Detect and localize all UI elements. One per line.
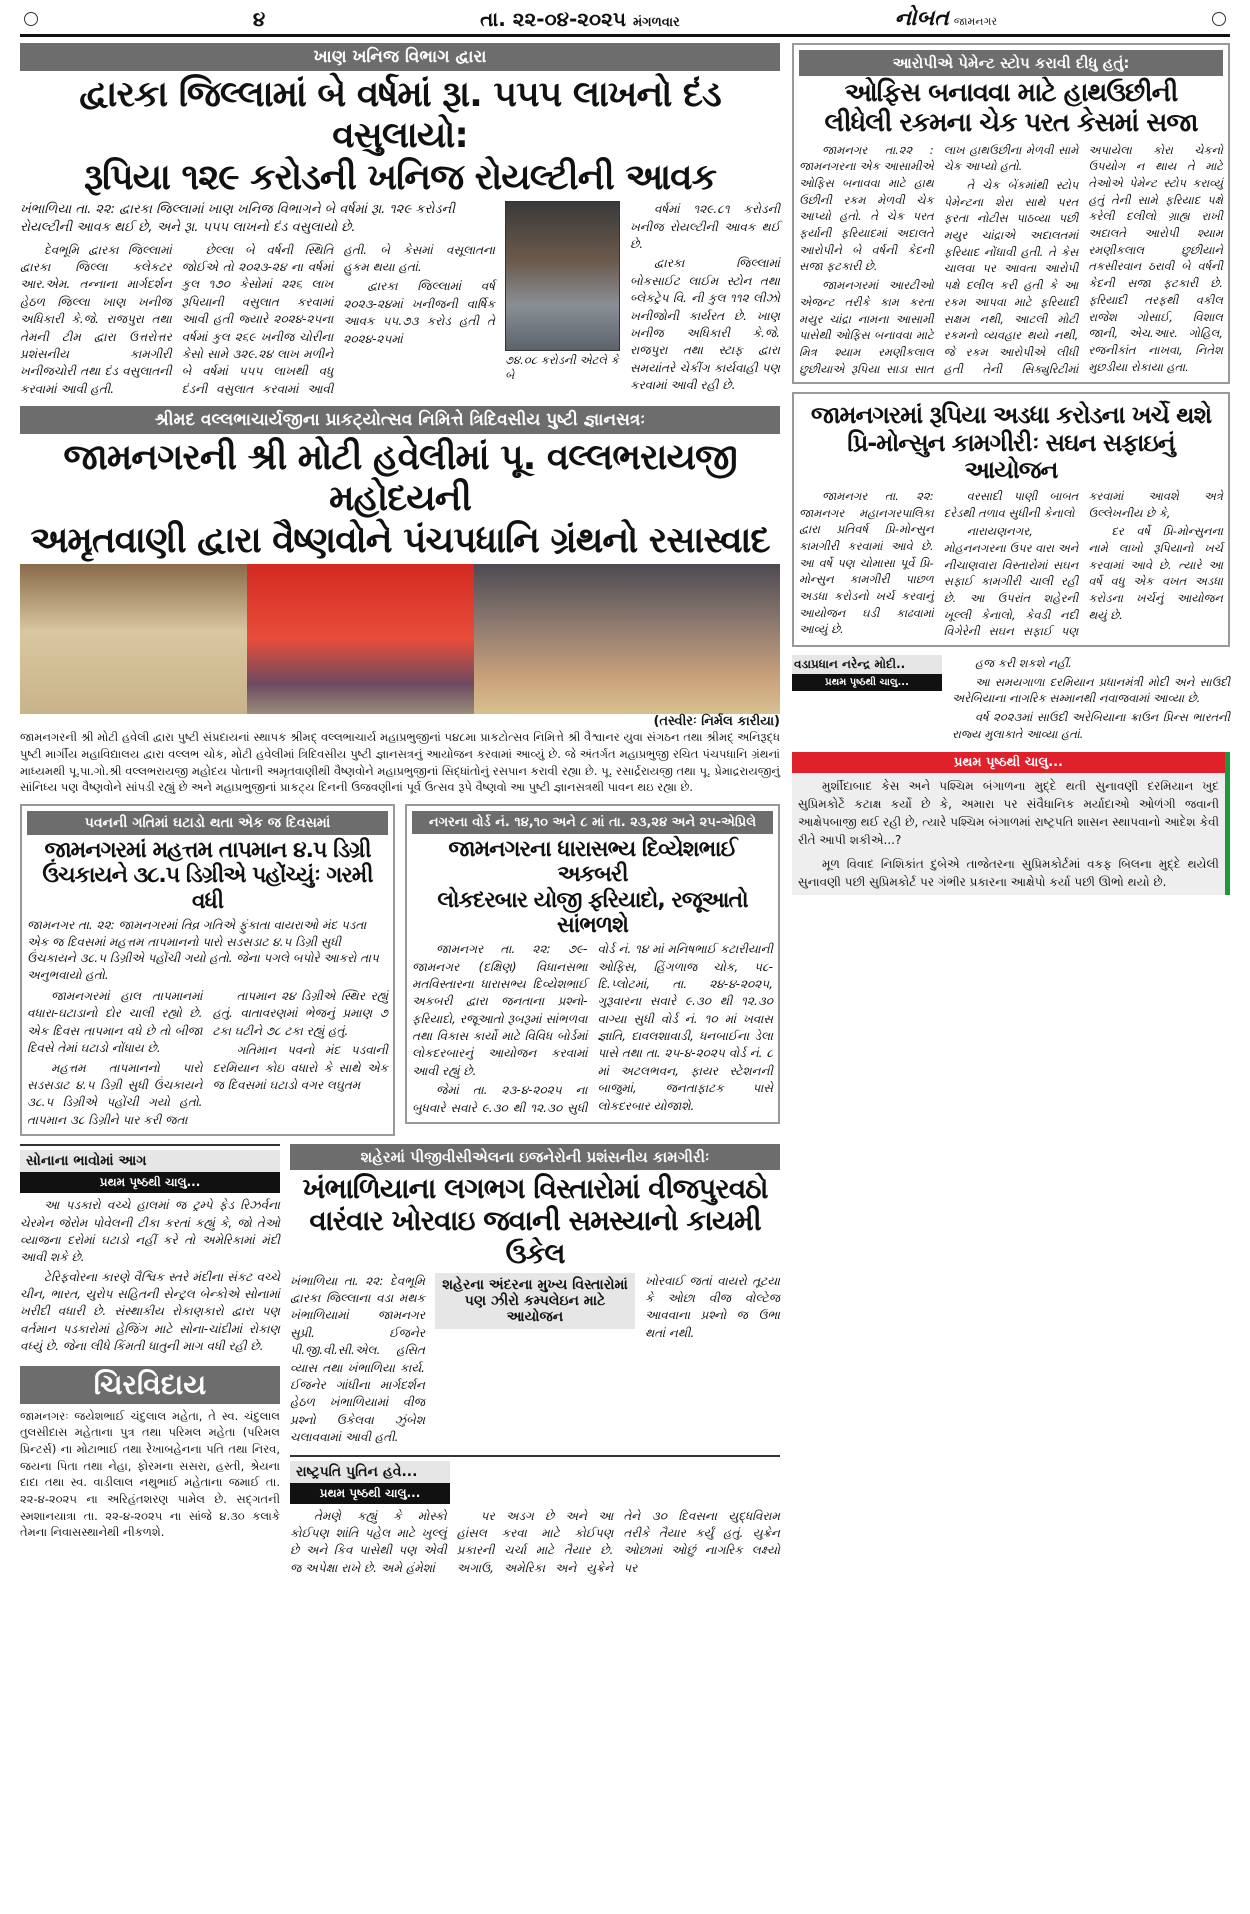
paragraph: દ્વારકા જિલ્લામાં બોકસાઈટ લાઈમ સ્ટોન તથા બ્લેકટ્રેપ વિ. ની કુલ ૧૧૨ લીઝો ખનીજોની કાર્યરત છે. ખાણ ખનીજ અધિકારી કે.જે. રાજપુરા તથા સ્ટાફ દ્વારા સમયાંતરે ચેકીંગ કાર્યવાહી પણ કરવામાં આવી રહી છે. xyxy=(630,256,780,393)
gold-continuation xyxy=(20,1144,280,1358)
paragraph: જેમાં તા. ૨૩-૪-૨૦૨૫ ના બુધવારે સવારે ૯.૩૦ થી ૧૨.૩૦ સુધી વોર્ડ નં. ૧૪ માં મનિષભાઈ કટારીયાની ઓફિસ, હિંગળાજ ચોક, ૫૮-દિ.પ્લોટમાં, તા. ૨૪-૪-૨૦૨૫, ગુરૂવારના સવારે ૯.૩૦ થી ૧૨.૩૦ વાગ્યા સુધી વોર્ડ નં. ૧૦ માં ખવાસ જ્ઞાતિ, દાવલશાવાડી, ધનબાઈના ડેલા પાસે તથા તા. ૨૫-૪-૨૦૨૫ વોર્ડ નં. ૮ માં અટલભવન, ફાયર સ્ટેશનની બાજુમાં, જનતાફાટક પાસે લોકદરબાર યોજાશે. xyxy=(412,942,773,1115)
headline-line: વારંવાર ખોરવાઇ જવાની સમસ્યાનો કાયમી ઉકેલ xyxy=(309,1204,761,1270)
kicker: શહેરમાં પીજીવીસીએલના ઇજનેરોની પ્રશંસનીય કામગીરીઃ xyxy=(290,1144,780,1170)
lead: જામનગર તા. ૨૨: જામનગરમાં તિવ્ર ગતિએ ફુંકાતા વાયરાઓ મંદ પડતા એક જ દિવસમાં મહત્તમ તાપમાનનો પારો સડસડાટ ૪.૫ ડિગ્રી સુધી ઉંચકાયને ૩૮.૫ ડિગ્રીએ પહોંચી ગયો હતો. જેના પગલે બપોરે આકરો તાપ અનુભવાયો હતો. xyxy=(27,917,379,983)
paragraph: મહત્તમ તાપમાનનો પારો સડસડાટ ૪.૫ ડિગ્રી સુધી ઉંચકાયને ૩૮.૫ ડિગ્રીએ પહોંચી ગયો હતો. તાપમાન ૩૮ ડિગ્રીને પાર કરી જતા xyxy=(27,1060,203,1127)
modi-body xyxy=(952,655,1230,744)
article-temperature xyxy=(20,804,395,1136)
continuation-heading xyxy=(290,1461,450,1504)
article-pre-monsoon xyxy=(792,392,1230,647)
headline-line: લોકદરબાર યોજી ફરિયાદો, રજૂઆતો સાંભળશે xyxy=(437,887,748,938)
headline xyxy=(412,837,773,938)
body xyxy=(792,773,1225,895)
headline-line: ખંભાળિયાના લગભગ વિસ્તારોમાં વીજપુરવઠો xyxy=(302,1172,768,1206)
headline xyxy=(20,74,780,198)
paragraph: ગતિમાન પવનો મંદ પડવાની દરમિયાન કોઇ વધારો કે સાથે એક જ દિવસમાં ઘટાડો વગર લઘુતમ xyxy=(212,1043,388,1092)
headline-line: રૂપિયા ૧૨૯ કરોડની ખનિજ રોયલ્ટીની આવક xyxy=(83,156,717,198)
paragraph: તેમણે કહ્યું કે મોસ્કો કોઈપણ શાંતિ પહેલ માટે ખુલ્લું છે અને કિવ પાસેથી પણ એવી જ અપેક્ષા રાખે છે. અમે હંમેશાં xyxy=(290,1508,447,1575)
headline xyxy=(20,437,780,561)
photo-strip xyxy=(20,564,780,714)
event-photo xyxy=(20,564,247,714)
page-number: ૪ xyxy=(252,6,266,31)
paragraph: વર્ષ ૨૦૨૩માં સાઉદી અરેબિયાના ક્રાઉન પ્રિન્સ ભારતની રાજ્ય મુલાકાતે આવ્યા હતાં. xyxy=(952,710,1230,741)
modi-continuation-box xyxy=(792,655,942,695)
subheadline-line: પણ ઝીરો કમ્પલેઇન માટે આયોજન xyxy=(464,1292,606,1325)
article-cheque-case xyxy=(792,43,1230,384)
paragraph: હજ કરી શકશે નહીં. xyxy=(975,656,1072,671)
headline-line: દ્વારકા જિલ્લામાં બે વર્ષમાં રૂા. ૫૫૫ લાખનો દંડ વસુલાયો: xyxy=(79,74,721,157)
paragraph: તે ચેક બેંકમાંથી સ્ટોપ પેમેન્ટના શેરા સાથે પરત ફરતા નોટીસ પાઠવ્યા પછી મયુર ચાંદ્રાએ અદાલતમાં ફરિયાદ નોંધાવી હતી. તે કેસ ચાલવા પર આવતા આરોપી પક્ષે દલીલ કરી હતી કે આ રકમ આપવા માટે ફરિયાદી સક્ષમ નથી, આટલી મોટી રકમનો વ્યવહાર થયો નથી, જે રકમ આરોપીએ લીધી હતી તેની સિક્યુરિટીમાં અપાયેલા કોરા ચેકનો ઉપયોગ ન થાય તે માટે તેઓએ પેમેન્ટ સ્ટોપ કરાવ્યું હતું તેની સામે ફરિયાદ પક્ષે કરેલી દલીલો ગ્રાહ્ય રાખી અદાલતે આરોપી શ્યામ રમણીકલાલ છુછીયાને તકસીરવાન ઠરાવી બે વર્ષની કેદની સજા ફટકારી છે. ફરિયાદી તરફથી વકીલ રાજેશ ગોસાઈ, વિશાલ જાની, એચ.આર. ગોહિલ, રજનીકાંત નાખવા, નિતેશ મુછડીયા રોકાયા હતા. xyxy=(943,142,1223,376)
bottom-row xyxy=(20,1144,780,1578)
article-lokdarbar xyxy=(405,804,780,1124)
issue-date xyxy=(480,7,680,31)
article-mineral-royalty xyxy=(20,43,780,398)
registration-mark-icon xyxy=(1212,12,1226,26)
paragraph: વર્ષમાં ૧૨૯.૮૧ કરોડની ખનીજ રોયલ્ટીની આવક થઈ છે. xyxy=(630,202,780,251)
headline xyxy=(27,838,388,914)
paragraph: જામનગરમાં આરટીઓ એજન્ટ તરીકે કામ કરતા મયુર ચાંદ્રા નામના આસામી પાસેથી ઓફિસ બનાવવા માટે મિત્ર શ્યામ રમણીકલાલ છુછીયાએ રૂપિયા સાડા સાત લાખ હાથઉછીના મેળવી સામે ચેક આપ્યો હતો. xyxy=(799,142,1079,376)
photo-caption: ૭૪.૦૮ કરોડની એટલે કે બે xyxy=(505,353,619,383)
paragraph: મુર્શીદાબાદ કેસ અને પશ્ચિમ બંગાળના મુદ્દે થતી સુનાવણી દરમિયાન ખુદ સુપ્રિમકોર્ટે કટાક્ષ કર્યો છે કે, અમારા પર સંવૈધાનિક મર્યાદાઓ ઓળંગી જવાની આક્ષેપબાજી થઈ રહી છે, ત્યારે પશ્ચિમ બંગાળમાં રાષ્ટ્રપતિ શાસન સ્થાપવાનો આદેશ કેવી રીતે આપી શકીએ...? xyxy=(798,779,1219,848)
caption: જામનગરની શ્રી મોટી હવેલી દ્વારા પુષ્ટી સંપ્રદાયનાં સ્થાપક શ્રીમદ્ વલ્લભાચાર્ય મહાપ્રભુજીનાં ૫૪૮મા પ્રાકટોત્સવ નિમિત્તે શ્રી વૈશ્વાનર યુવા સંગઠન તથા શ્રીમદ્ અનિરૂદ્ધ પુષ્ટી માર્ગીય મહાવિદ્યાલય દ્વારા વલ્લભ ચોક, મોટી હવેલીમાં ત્રિદિવસીય પુષ્ટી જ્ઞાનસત્રનું આયોજન કરવામાં આવ્યું છે. જે અંતર્ગત મહાપ્રભુજી રચિત પંચપધાનિ ગ્રંથનાં માધ્યમથી પૂ.પા.ગો.શ્રી વલ્લભરાયજી મહોદય પોતાની અમૃતવાણીથી વૈષ્ણવોને મહાપ્રભુજીનાં સિદ્ધાંતોનું રસપાન કરાવી રહ્યા છે. પૂ. રસાર્દ્રરાયજી તથા પૂ. પ્રેમાદ્રરાયજીનું સાંનિધ્ય પણ વૈષ્ણવોને સાંપડી રહ્યું છે અને મહાપ્રભુજીનાં પ્રાકટ્ય દિનની ઉજવણીનાં પૂર્વ ઉત્સવ રૂપે વૈષ્ણવો આ પુષ્ટી જ્ઞાનસત્રથી પાવન થઇ રહ્યા છે. xyxy=(20,730,780,795)
paper-name: નોબત xyxy=(894,6,949,31)
continued-label: પ્રથમ પૃષ્ઠથી ચાલુ... xyxy=(20,1172,280,1193)
headline-line: પ્રિ-મોન્સુન કામગીરીઃ સઘન સફાઇનું આયોજન xyxy=(847,428,1175,485)
subheadline-line: શહેરના અંદરના મુખ્ય વિસ્તારોમાં xyxy=(442,1276,628,1293)
body-right: ખોરવાઈ જતાં વાયરો તૂટયા કે ઓછા વીજ વોલ્ટેજ આવવાના પ્રશ્નો જ ઉભા થતાં નથી. xyxy=(645,1273,780,1340)
paragraph: દર વર્ષે પ્રિ-મોન્સુનના નામે લાખો રૂપિયાનો ખર્ચ કરવામાં આવે છે. ત્યારે આ વર્ષે વધુ એક વખત અડધા કરોડના ખર્ચનું આયોજન થયું છે. xyxy=(1088,524,1223,622)
headline-line: લીધેલી રકમના ચેક પરત કેસમાં સજા xyxy=(824,107,1198,138)
body xyxy=(412,941,773,1117)
bottom-left-stack xyxy=(20,1144,280,1541)
headline-line: જામનગરમાં રૂપિયા અડધા કરોડના ખર્ચે થશે xyxy=(810,401,1212,430)
paragraph: મૂળ વિવાદ નિશિકાંત દુબેએ તાજેતરના સુપ્રિમકોર્ટમાં વકફ બિલના મુદ્દે થયેલી સુનાવણી પછી સુપ્રિમકોર્ટ પર ગંભીર પ્રકારના આક્ષેપો કર્યા પછી ઊભો થયો છે. xyxy=(798,857,1219,890)
lead: ખંભાળિયા તા. ૨૨: દ્વારકા જિલ્લામાં ખાણ ખનિજ વિભાગને બે વર્ષમાં રૂા. ૧૨૯ કરોડની રોયલ્ટીની આવક થઈ છે, અને રૂા. ૫૫૫ લાખનો દંડ વસુલાયો છે. xyxy=(20,202,455,236)
paragraph: આ સમયગાળા દરમિયાન પ્રધાનમંત્રી મોદી અને સાઉદી અરેબિયાના નાગરિક સમ્માનથી નવાજવામાં આવ્યા છે. xyxy=(952,674,1230,706)
kicker: આરોપીએ પેમેન્ટ સ્ટોપ કરાવી દીધુ હતું: xyxy=(799,50,1223,76)
right-column xyxy=(792,43,1230,895)
headline-line: ઉંચકાયને ૩૮.૫ ડિગ્રીએ પહોંચ્યુંઃ ગરમી વધી xyxy=(42,863,373,914)
main-text xyxy=(20,201,495,398)
paragraph: ટેરિફવોરના કારણે વૈશ્વિક સ્તરે મંદીના સંકટ વચ્ચે ચીન, ભારત, યુરોપ સહિતની સેન્ટ્રલ બેન્કોએ સોનામાં ખરીદી વધારી છે. સંસ્થાકીય રોકાણકારો દ્વારા પણ વર્તમાન પડકારોમાં હેજિંગ માટે સોના-ચાંદીમાં રોકાણ વધ્યું છે. જેના લીધે કિંમતી ધાતુની માગ વધી રહી છે. xyxy=(20,1269,280,1354)
kicker: શ્રીમદ વલ્લભાચાર્યજીના પ્રાકટ્યોત્સવ નિમિત્તે ત્રિદિવસીય પુષ્ટી જ્ઞાનસત્રઃ xyxy=(20,406,780,434)
body xyxy=(290,1508,780,1579)
paper-logo xyxy=(895,6,998,31)
headline xyxy=(799,402,1223,485)
court-continuation xyxy=(792,752,1230,895)
paragraph: પર અડગ છે અને આ હાંસલ કરવા માટે કોઈપણ પ્રકારની ચર્ચા માટે તૈયાર છે. અગાઉ, અમેરિકા અને યુક્રેને તેને ૩૦ દિવસના યુદ્ધવિરામ તરીકે તૈયાર કર્યું હતું. યુક્રેન ઓછામાં ઓછું નાગરિક લક્ષ્યો પર xyxy=(456,1508,780,1575)
paragraph: છેલ્લા બે વર્ષની સ્થિતિ જોઈએ તો ૨૦૨૩-૨૪ ના વર્ષમાં કુલ ૧૭૦ કેસોમાં ૨૨૬ લાખ રૂપિયાની વસુલાત કરવામાં આવી હતી જ્યારે ૨૦૨૪-૨૫ના વર્ષમાં કુલ ૨૬૯ ખનીજ ચોરીના કેસો સામે ૩૨૯.૨૪ લાખ મળીને બે વર્ષમાં ૫૫૫ લાખથી વધુ દંડની વસુલાત કરવામાં આવી હતી. બે કેસમાં વસૂલાતના હુકમ થયા હતાં. xyxy=(181,242,495,396)
paragraph: નારાયણનગર, મોહનનગરના ઉપર વારા અને નીચાણવારા વિસ્તારોમાં સઘન સફાઈ કામગીરી ચાલી રહી છે. આ ઉપરાંત શહેરની ખૂલ્લી કેનાલો, કેવડી નદી વિગેરેની સઘન સફાઈ પણ કરવામાં આવશે અત્રે ઉલ્લેખનીય છે કે, xyxy=(943,488,1223,639)
bottom-right-stack xyxy=(290,1144,780,1578)
body xyxy=(799,142,1223,377)
body xyxy=(799,488,1223,640)
main-grid xyxy=(20,43,1230,1579)
obituary xyxy=(20,1366,280,1541)
event-photo xyxy=(247,564,474,714)
paragraph: આ પડકારો વચ્ચે હાલમાં જ ટ્રમ્પે ફેડ રિઝર્વના ચેરમેન જેરોમ પોવેલની ટીકા કરતાં કહ્યું કે, જો તેઓ વ્યાજના દરોમાં ઘટાડો નહીં કરે તો અમેરિકામાં મંદી આવી શકે છે. xyxy=(20,1198,280,1265)
paragraph: તાપમાન ૨૪ ડિગ્રીએ સ્થિર રહ્યું હતું. વાતાવરણમાં ભેજનું પ્રમાણ ૭ ટકા ઘટીને ૭૮ ટકા રહ્યું હતું. xyxy=(212,989,388,1038)
continuation-title: વડાપ્રધાન નરેન્દ્ર મોદી.. xyxy=(792,655,942,674)
official-photo xyxy=(505,201,620,351)
article-khambhalia-power xyxy=(290,1144,780,1446)
paragraph: જામનગરમાં હાલ તાપમાનમાં વધારા-ઘટાડાનો દોર ચાલી રહ્યો છે. એક દિવસ તાપમાન વધે છે તો બીજા દિવસે તેમાં ઘટાડો નોંધાય છે. xyxy=(27,989,203,1056)
headline-line: જામનગરમાં મહત્તમ તાપમાન ૪.૫ ડિગ્રી xyxy=(44,837,371,863)
paragraph: જામનગર તા. ૨૨: જામનગર મહાનગરપાલિકા દ્વારા પ્રતિવર્ષ પ્રિ-મોન્સુન કામગીરી કરવામાં આવે છે. આ વર્ષે પણ ચોમાસા પૂર્વે પ્રિ-મોન્સુન કામગીરી પાછળ અડધા કરોડનો ખર્ચ કરવાનું આયોજન ઘડી કાઢવામાં આવ્યું છે. xyxy=(799,488,934,637)
paragraph: જામનગર તા. ૨૨: ૭૯-જામનગર (દક્ષિણ) વિધાનસભા મતવિસ્તારના ધારાસભ્ય દિવ્યેશભાઈ અકબરી દ્વારા જનતાના પ્રશ્નો-ફરિયાદો, રજૂઆતો રૂબરૂમાં સાંભળવા તથા વિકાસ કાર્યો માટે વિવિધ બોર્ડમાં લોકદરબારનું આયોજન કરવામાં આવી રહ્યું છે. xyxy=(412,942,588,1078)
kicker: નગરના વોર્ડ નં. ૧૪,૧૦ અને ૮ માં તા. ૨૩,૨૪ અને ૨૫-એપ્રિલે xyxy=(412,811,773,834)
modi-continuation xyxy=(792,655,1230,744)
weekday-text: મંગળવાર xyxy=(632,14,680,30)
body-left: ખંભાળિયા તા. ૨૨: દેવભૂમિ દ્વારકા જિલ્લાના વડા મથક ખંભાળિયામાં જામનગર સુપ્રી. ઈજનેર પી.જી.વી.સી.એલ. હસિત વ્યાસ તથા ખંભાળિયા કાર્ય. ઈજનેર ગાંધીના માર્ગદર્શન હેઠળ ખંભાળિયામાં વીજ પ્રશ્નો ઉકેલવા ઝુંબેશ ચલાવવામાં આવી હતી. xyxy=(290,1273,425,1445)
subheadline-box xyxy=(435,1273,635,1329)
obituary-body: જામનગરઃ જયેશભાઈ ચંદુલાલ મહેતા, તે સ્વ. ચંદુલાલ તુલસીદાસ મહેતાના પુત્ર તથા પરિમલ મહેતા (પરિમલ પ્રિન્ટર્સ) ના મોટાભાઈ તથા રેખાબહેનના પતિ તથા નિરવ, જયના પિતા તથા નેહા, ફોરમના સસરા, હસ્તી, શ્રેયના દાદા તથા સ્વ. વાડીલાલ નથુભાઈ મહેતાના જમાઈ તા. ૨૨-૪-૨૦૨૫ ના અરિહંતશરણ પામેલ છે. સદ્‌ગતની સ્મશાનયાત્રા તા. ૨૨-૪-૨૦૨૫ ના સાંજે ૪.૩૦ કલાકે તેમના નિવાસસ્થાનેથી નીકળશે. xyxy=(20,1408,280,1540)
continued-label: પ્રથમ પૃષ્ઠથી ચાલુ... xyxy=(792,752,1225,773)
body xyxy=(20,242,495,399)
registration-mark-icon xyxy=(24,12,38,26)
photo-credit: (તસ્વીરઃ નિર્મલ કારીયા) xyxy=(653,714,780,730)
continuation-title: સોનાના ભાવોમાં આગ xyxy=(20,1150,280,1172)
left-column xyxy=(20,43,780,1579)
paragraph: વરસાદી પાણી બાબત દરેડથી તળાવ સુધીની કેનાલો xyxy=(943,488,1079,520)
continued-label: પ્રથમ પૃષ્ઠથી ચાલુ... xyxy=(792,674,942,691)
headline xyxy=(290,1173,780,1270)
power-body-row xyxy=(290,1273,780,1447)
kicker: પવનની ગતિમાં ઘટાડો થતા એક જ દિવસમાં xyxy=(27,811,388,835)
temperature-ward-row xyxy=(20,804,780,1136)
headline-line: અમૃતવાણી દ્વારા વૈષ્ણવોને પંચપધાનિ ગ્રંથનો રસાસ્વાદ xyxy=(30,519,770,561)
body xyxy=(27,988,388,1129)
obituary-title: ચિરવિદાય xyxy=(20,1366,280,1404)
paragraph: જામનગર તા.૨૨ : જામનગરના એક આસામીએ ઓફિસ બનાવવા માટે હાથ ઉછીની રકમ મેળવી ચેક આપ્યો હતો. તે ચેક પરત ફર્યાની ફરિયાદમાં અદાલતે આરોપીને બે વર્ષની કેદની સજા ફટકારી છે. xyxy=(799,142,934,274)
paragraph: દેવભૂમિ દ્વારકા જિલ્લામાં દ્વારકા જિલ્લા કલેકટર આર.એમ. તન્નાના માર્ગદર્શન હેઠળ જિલ્લા ખાણ ખનીજ અધિકારી કે.જે. રાજપુરા તથા તેમની ટીમ દ્વારા ઉત્તરોત્તર પ્રશંસનીય કામગીરી ખનીજચોરી તથા દંડ વસુલાતની કરવામાં આવી હતી. xyxy=(20,242,172,396)
continued-label: પ્રથમ પૃષ્ઠથી ચાલુ... xyxy=(290,1483,450,1504)
article-haveli xyxy=(20,406,780,796)
headline-line: ઓફિસ બનાવવા માટે હાથઉછીની xyxy=(844,78,1178,108)
photo-block xyxy=(505,201,620,383)
kicker: ખાણ ખનિજ વિભાગ દ્વારા xyxy=(20,43,780,71)
headline-line: જામનગરના ધારાસભ્ય દિવ્યેશભાઈ અકબરી xyxy=(448,836,737,888)
side-body xyxy=(630,201,780,396)
event-photo xyxy=(474,564,780,714)
continuation-title: રાષ્ટ્રપતિ પુતિન હવે... xyxy=(290,1461,450,1483)
body xyxy=(20,1197,280,1356)
masthead xyxy=(20,4,1230,37)
date-text: તા. ૨૨-૦૪-૨૦૨૫ xyxy=(480,6,626,31)
paragraph: દ્વારકા જિલ્લામાં વર્ષ ૨૦૨૩-૨૪માં ખનીજની વાર્ષિક આવક ૫૫.૭૩ કરોડ હતી તે ૨૦૨૪-૨૫માં xyxy=(343,279,495,346)
putin-continuation xyxy=(290,1455,780,1579)
headline xyxy=(799,79,1223,139)
article-body-row xyxy=(20,201,780,398)
paper-city: જામનગર xyxy=(953,15,998,28)
headline-line: જામનગરની શ્રી મોટી હવેલીમાં પૂ. વલ્લભરાયજી મહોદયની xyxy=(63,437,737,520)
